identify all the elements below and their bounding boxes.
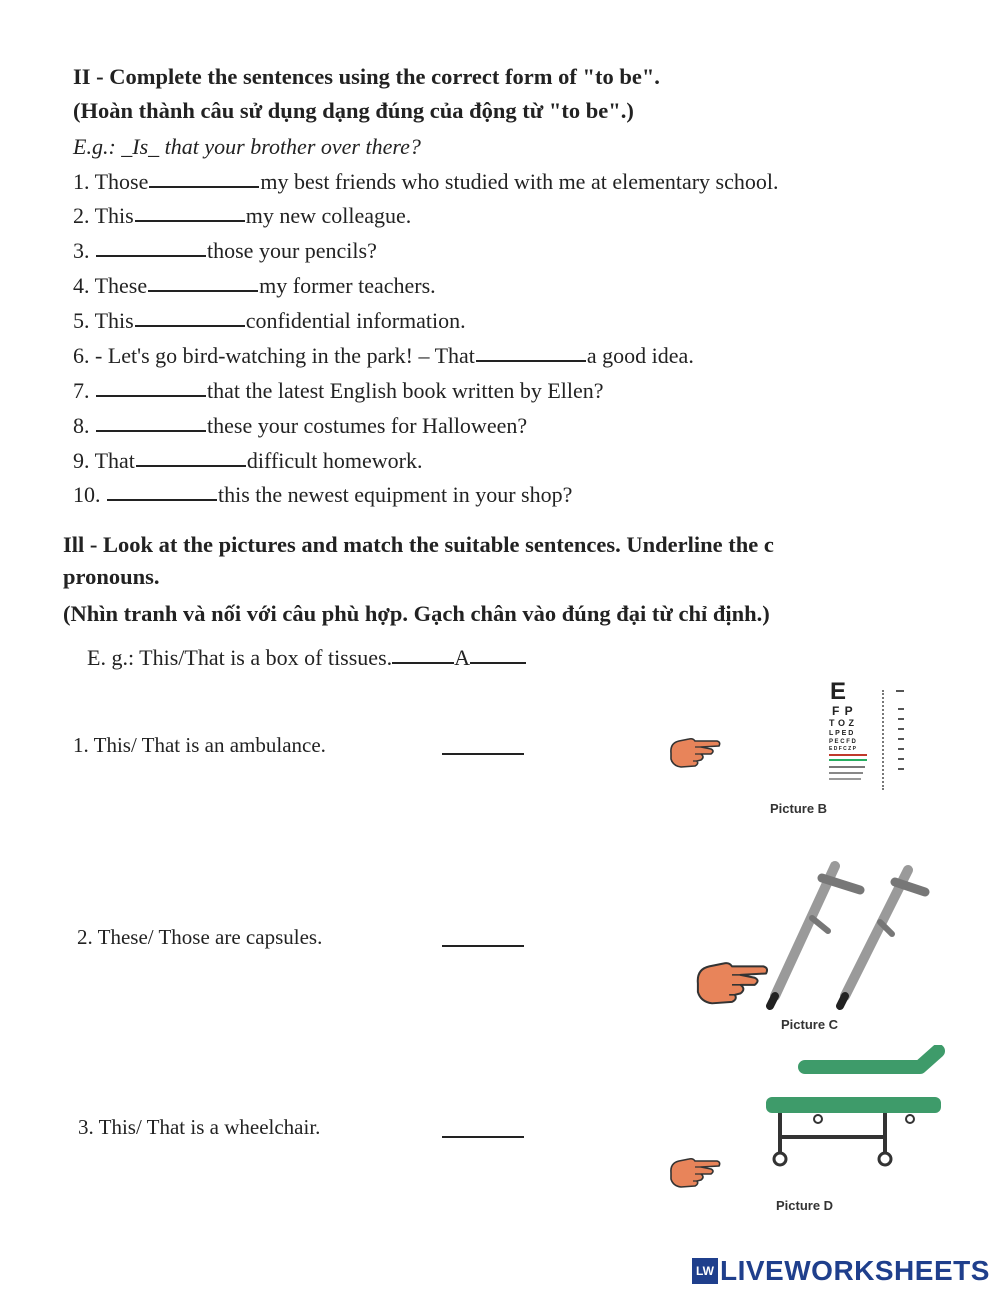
- logo-mark-icon: LW: [692, 1258, 718, 1284]
- match-sentence-1: 1. This/ That is an ambulance.: [73, 733, 326, 757]
- sentence-3: [73, 238, 377, 264]
- eye-chart-red-line: [829, 754, 867, 756]
- picture-c-caption: Picture C: [781, 1017, 839, 1032]
- answer-blank-7[interactable]: [96, 395, 206, 397]
- eye-chart-row: E: [830, 678, 847, 705]
- sentence-7-start: 7.: [73, 378, 95, 403]
- section3-example-answer: A: [454, 645, 471, 670]
- answer-blank-6[interactable]: [476, 360, 586, 362]
- answer-blank-3[interactable]: [96, 255, 206, 257]
- sentence-2: [73, 203, 411, 229]
- logo-text: LIVEWORKSHEETS: [720, 1255, 990, 1286]
- picture-d-stretcher: [760, 1045, 945, 1170]
- answer-blank-2[interactable]: [135, 220, 245, 222]
- section3-title-line1: Ill - Look at the pictures and match the suitable sentences. Underline the c: [63, 532, 774, 557]
- example-blank-left: [392, 662, 454, 664]
- sentence-3-end: those your pencils?: [207, 238, 377, 263]
- match-sentence-2: 2. These/ Those are capsules.: [77, 925, 323, 949]
- eye-chart-mark: [898, 708, 904, 710]
- eye-chart-row: T O Z: [829, 718, 855, 728]
- match-blank-3[interactable]: [442, 1136, 524, 1138]
- sentence-1: [73, 169, 778, 195]
- sentence-4-start: 4. These: [73, 273, 148, 298]
- match-blank-2[interactable]: [442, 945, 524, 947]
- eye-chart-mark: [898, 718, 904, 720]
- sentence-9-end: difficult homework.: [246, 448, 423, 473]
- sentence-6-start: 6. - Let's go bird-watching in the park! – That: [73, 343, 475, 368]
- eye-chart-row: P E C F D: [829, 739, 856, 745]
- section3-example: [87, 645, 526, 671]
- answer-blank-8[interactable]: [96, 430, 206, 432]
- sentence-7-end: that the latest English book written by Ellen?: [207, 378, 604, 403]
- sentence-1-start: 1. Those: [73, 169, 149, 194]
- sentence-9: [73, 448, 422, 474]
- sentence-2-end: my new colleague.: [245, 203, 412, 228]
- picture-b-eye-chart: [820, 680, 915, 795]
- sentence-6: [73, 343, 694, 369]
- pointing-hand-icon: [667, 1153, 723, 1191]
- sentence-5-end: confidential information.: [245, 308, 466, 333]
- eye-chart-mark: [896, 690, 904, 692]
- liveworksheets-logo[interactable]: [692, 1255, 990, 1287]
- answer-blank-10[interactable]: [107, 499, 217, 501]
- sentence-10-end: this the newest equipment in your shop?: [218, 482, 573, 507]
- eye-chart-row: F P: [832, 704, 854, 718]
- eye-chart-mark: [898, 768, 904, 770]
- sentence-5-start: 5. This: [73, 308, 134, 333]
- answer-blank-9[interactable]: [136, 465, 246, 467]
- eye-chart-row: E D F C Z P: [829, 746, 856, 752]
- eye-chart-mark: [898, 758, 904, 760]
- sentence-10: [73, 482, 572, 508]
- sentence-10-start: 10.: [73, 482, 106, 507]
- sentence-3-start: 3.: [73, 238, 95, 263]
- eye-chart-row: L P E D: [829, 730, 854, 737]
- picture-b-caption: Picture B: [770, 801, 828, 816]
- match-sentence-3: 3. This/ That is a wheelchair.: [78, 1115, 321, 1139]
- picture-d-caption: Picture D: [776, 1198, 834, 1213]
- section2-example: E.g.: _Is_ that your brother over there?: [73, 134, 421, 159]
- answer-blank-1[interactable]: [149, 186, 259, 188]
- eye-chart-small-row: [829, 772, 863, 774]
- section3-subtitle: (Nhìn tranh và nối với câu phù hợp. Gạch chân vào đúng đại từ chỉ định.): [63, 601, 770, 626]
- sentence-9-start: 9. That: [73, 448, 135, 473]
- eye-chart-small-row: [829, 778, 861, 780]
- sentence-8-start: 8.: [73, 413, 95, 438]
- section3-example-text: E. g.: This/That is a box of tissues.: [87, 645, 393, 670]
- picture-c-crutches: [760, 856, 935, 1011]
- sentence-1-end: my best friends who studied with me at elementary school.: [260, 169, 779, 194]
- sentence-2-start: 2. This: [73, 203, 134, 228]
- eye-chart-marker-column: [882, 690, 887, 790]
- sentence-4: [73, 273, 436, 299]
- sentence-4-end: my former teachers.: [259, 273, 436, 298]
- eye-chart-green-line: [829, 759, 867, 761]
- example-blank-right: [470, 662, 526, 664]
- section2-title: II - Complete the sentences using the correct form of "to be".: [73, 64, 660, 89]
- eye-chart-mark: [898, 748, 904, 750]
- pointing-hand-icon: [667, 733, 723, 771]
- answer-blank-4[interactable]: [148, 290, 258, 292]
- match-blank-1[interactable]: [442, 753, 524, 755]
- sentence-8-end: these your costumes for Halloween?: [207, 413, 528, 438]
- answer-blank-5[interactable]: [135, 325, 245, 327]
- eye-chart-mark: [898, 728, 904, 730]
- eye-chart-small-row: [829, 766, 865, 768]
- sentence-5: [73, 308, 466, 334]
- eye-chart-mark: [898, 738, 904, 740]
- section2-subtitle: (Hoàn thành câu sử dụng dạng đúng của động từ "to be".): [73, 98, 634, 123]
- section3-title-line2: pronouns.: [63, 564, 160, 589]
- sentence-8: [73, 413, 527, 439]
- sentence-7: [73, 378, 604, 404]
- sentence-6-end: a good idea.: [586, 343, 694, 368]
